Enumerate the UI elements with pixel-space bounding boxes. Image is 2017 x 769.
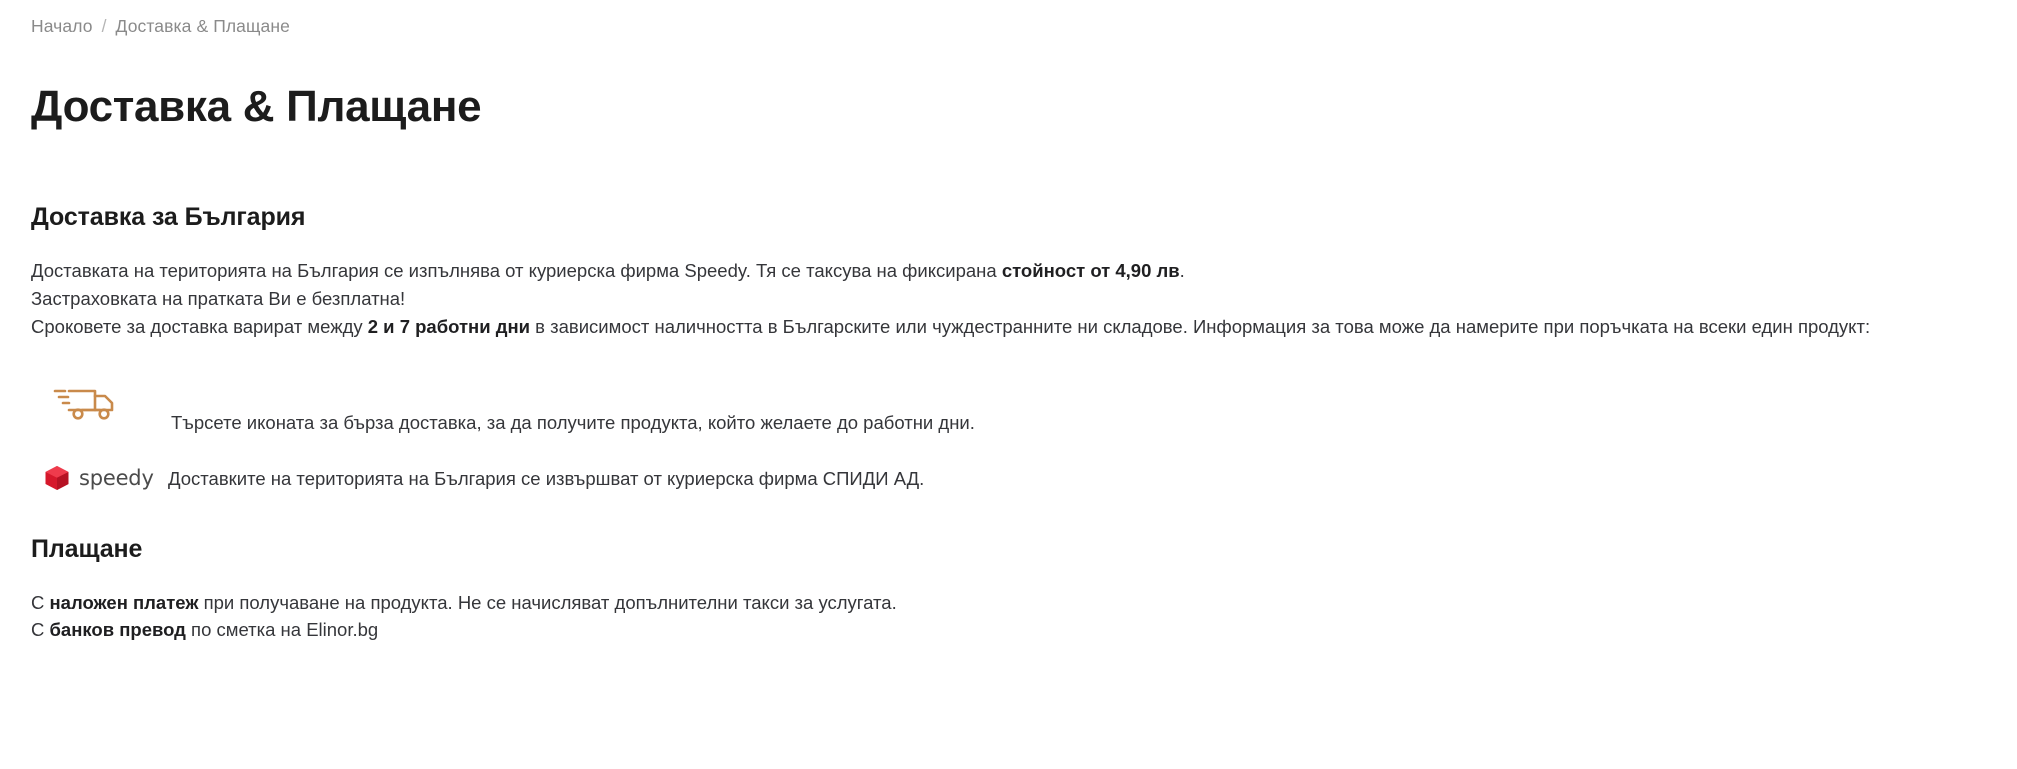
fast-delivery-note-text: Търсете иконата за бърза доставка, за да получите продукта, който желаете до работни дни. — [171, 411, 975, 433]
fast-delivery-note-row — [31, 377, 2017, 439]
delivery-line-3-text-c: в зависимост наличността в Българските или чуждестранните ни складове. Информация за това може да намерите при поръчката на всеки един продукт: — [530, 315, 1871, 337]
payment-method-bank-transfer — [31, 616, 2017, 644]
speedy-note-row — [31, 461, 2017, 495]
delivery-section-heading: Доставка за България — [31, 203, 306, 232]
page-title: Доставка & Плащане — [31, 82, 482, 131]
payment-line-2-text-c: по сметка на Elinor.bg — [185, 619, 379, 641]
payment-section-heading: Плащане — [31, 534, 143, 563]
speedy-logo-icon — [31, 461, 168, 495]
payment-method-cash-on-delivery — [31, 589, 2017, 617]
delivery-line-1-text-c: . — [1179, 260, 1185, 282]
payment-line-1-text-a: С — [31, 591, 50, 613]
delivery-term-highlight: 2 и 7 работни дни — [367, 315, 531, 337]
fast-delivery-truck-icon — [31, 377, 171, 439]
breadcrumb-current: Доставка & Плащане — [115, 16, 290, 36]
breadcrumb — [31, 0, 2017, 37]
payment-line-1-text-c: при получаване на продукта. Не се начисляват допълнителни такси за услугата. — [198, 591, 897, 613]
delivery-line-1 — [31, 257, 2017, 285]
breadcrumb-home-link[interactable]: Начало — [31, 16, 93, 36]
payment-cod-highlight: наложен платеж — [49, 591, 199, 613]
delivery-line-2: Застраховката на пратката Ви е безплатна! — [31, 288, 406, 310]
delivery-price-highlight: стойност от 4,90 лв — [1001, 260, 1180, 282]
delivery-line-1-text-a: Доставката на територията на България се изпълнява от куриерска фирма Speedy. Тя се таксува на фиксирана — [31, 260, 1002, 282]
speedy-note-text: Доставките на територията на България се извършват от куриерска фирма СПИДИ АД. — [168, 467, 925, 489]
speedy-wordmark: speedy — [79, 465, 154, 490]
payment-line-2-text-a: С — [31, 619, 50, 641]
payment-bank-highlight: банков превод — [49, 619, 186, 641]
delivery-line-3-text-a: Сроковете за доставка варират между — [31, 315, 368, 337]
delivery-line-3 — [31, 313, 2017, 341]
payment-methods-list — [31, 589, 2017, 645]
breadcrumb-separator: / — [101, 16, 107, 36]
delivery-paragraph — [31, 257, 2017, 340]
